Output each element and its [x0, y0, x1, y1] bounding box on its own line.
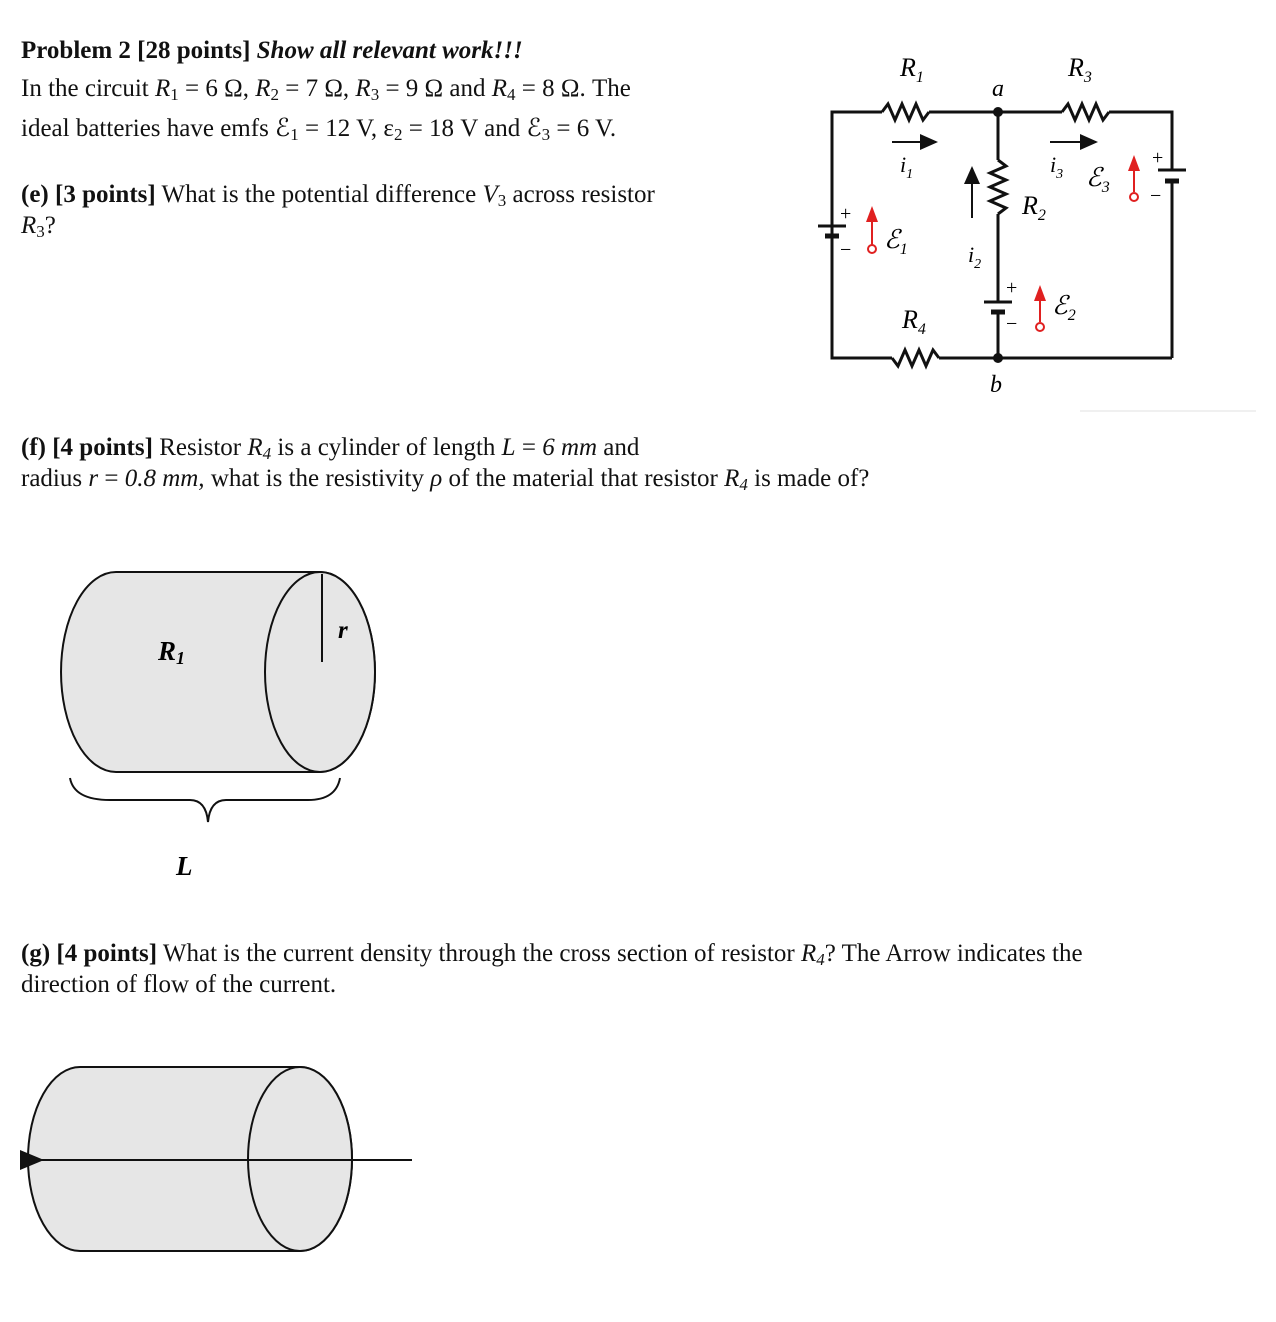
emf1-value: = 12 V, ε [298, 115, 394, 142]
r2-subscript: 2 [270, 85, 279, 104]
radius-symbol: r [88, 465, 99, 492]
length-value: 6 mm [542, 434, 598, 461]
r4-subscript-g: 4 [816, 950, 825, 969]
problem-intro-line2 [21, 114, 616, 150]
r4-symbol-g: R [800, 940, 817, 967]
label-node-a: a [992, 76, 1004, 102]
r4-symbol: R [491, 75, 508, 102]
radius-text: radius [21, 465, 83, 492]
battery1-plus: + [840, 203, 852, 225]
battery2-minus: − [1006, 313, 1018, 335]
part-e-text-2: across resistor [512, 181, 655, 208]
battery2-plus: + [1006, 277, 1018, 299]
v3-symbol: V [482, 181, 498, 208]
label-emf3: ℰ$_3$ [1086, 163, 1110, 196]
part-e-label: (e) [3 points] [21, 181, 156, 208]
arrow-text: ? The Arrow indicates the [824, 940, 1083, 967]
intro-text: In the circuit [21, 75, 149, 102]
emf2-subscript: 2 [393, 125, 403, 144]
label-i1: $i_1$ [900, 152, 914, 182]
r4-subscript-f2: 4 [739, 475, 748, 494]
resistor-r2-zigzag [990, 160, 1006, 214]
radius-value: 0.8 mm, [124, 465, 205, 492]
resistor-r4-zigzag [892, 350, 939, 366]
part-g-label: (g) [4 points] [21, 940, 158, 967]
label-emf1: ℰ$_1$ [884, 225, 908, 258]
cylinder1-end-face [265, 572, 375, 772]
r4-subscript: 4 [507, 85, 516, 104]
label-r4: $R_4$ [902, 305, 926, 338]
problem-heading [21, 36, 523, 66]
emf1-subscript: 1 [290, 125, 299, 144]
problem-title: Problem 2 [28 points] [21, 37, 251, 64]
emf2-value: = 18 V and ℰ [402, 115, 542, 142]
resistor-r3-zigzag [1062, 104, 1109, 120]
r4-symbol-f: R [247, 434, 263, 461]
length-brace [70, 778, 340, 822]
part-g-line2 [21, 970, 336, 1000]
r4-symbol-f2: R [724, 465, 740, 492]
rho-symbol: ρ [430, 465, 443, 492]
r1-subscript: 1 [170, 85, 179, 104]
battery3-plus: + [1152, 147, 1164, 169]
label-i2: $i_2$ [968, 242, 982, 272]
and-text: and [597, 434, 640, 461]
r2-value: = 7 Ω, [278, 75, 350, 102]
r3-symbol: R [355, 75, 371, 102]
label-r3: $R_3$ [1068, 53, 1092, 86]
r3-question-subscript: 3 [36, 222, 45, 241]
r3-subscript: 3 [370, 85, 380, 104]
label-r1: $R_1$ [900, 53, 924, 86]
label-r2: $R_2$ [1022, 191, 1046, 224]
part-e-text: What is the potential difference [161, 181, 477, 208]
label-node-b: b [990, 372, 1002, 398]
cylinder1-radius-label: r [338, 617, 348, 644]
length-symbol: L [501, 434, 516, 461]
question-mark: ? [44, 212, 56, 239]
emf2-red-arrow [1034, 285, 1046, 331]
r1-value: = 6 Ω, [178, 75, 249, 102]
part-f-label: (f) [4 points] [21, 434, 153, 461]
equals: = [515, 434, 543, 461]
problem-emphasis: Show all relevant work!!! [256, 37, 523, 64]
part-f-text-2: is a cylinder of length [277, 434, 496, 461]
emf3-subscript: 3 [541, 125, 551, 144]
cylinder1-label: R1 [158, 636, 186, 668]
v3-subscript: 3 [497, 191, 507, 210]
direction-text: direction of flow of the current. [21, 971, 337, 998]
r3-value: = 9 Ω and [379, 75, 486, 102]
r3-question-symbol: R [21, 212, 37, 239]
part-e-line1 [21, 180, 655, 216]
equals-2: = [98, 465, 125, 492]
material-text: of the material that resistor [448, 465, 718, 492]
r4-value: = 8 Ω. The [515, 75, 631, 102]
emf1-red-arrow [866, 206, 878, 253]
emf-text: ideal batteries have emfs ℰ [21, 115, 291, 142]
wire-bottom-far-left [832, 272, 892, 358]
battery1-minus: − [840, 239, 852, 261]
cylinder-diagram-current [10, 1055, 430, 1265]
part-g-text: What is the current density through the cross section of resistor [162, 940, 795, 967]
part-f-line2 [21, 464, 869, 500]
cylinder1-length-label: L [176, 851, 193, 881]
r4-subscript-f: 4 [262, 444, 272, 463]
battery3-minus: − [1150, 185, 1162, 207]
r2-symbol: R [255, 75, 271, 102]
circuit-diagram [800, 40, 1220, 410]
part-f-text: Resistor [159, 434, 242, 461]
r1-symbol: R [154, 75, 171, 102]
resistivity-text: what is the resistivity [204, 465, 424, 492]
faint-divider [1080, 410, 1256, 412]
part-e-line2 [21, 211, 56, 247]
emf3-value: = 6 V. [550, 115, 617, 142]
label-emf2: ℰ$_2$ [1052, 291, 1076, 324]
resistor-r1-zigzag [882, 104, 929, 120]
problem-intro-line1 [21, 74, 631, 110]
node-a-dot [993, 107, 1003, 117]
made-of-text: is made of? [754, 465, 870, 492]
label-i3: $i_3$ [1050, 152, 1064, 182]
emf3-red-arrow [1128, 155, 1140, 201]
cylinder-diagram-r1 [30, 560, 390, 890]
node-b-dot [993, 353, 1003, 363]
